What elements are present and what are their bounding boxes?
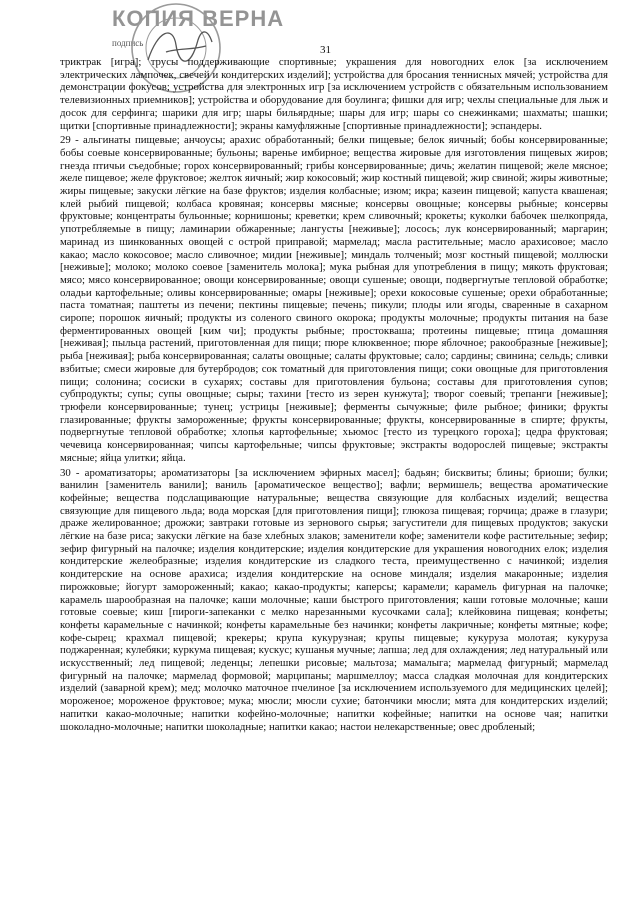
paragraph-class-28-end: триктрак [игра]; трусы поддерживающие спортивные; украшения для новогодних елок [за исключением электрических лампочек, свечей и кондитерских изделий]; устройства для бросания теннисных мячей; устройства для демонстрации фокусов; устройства для электронных игр [за исключением устройств с обязательным использованием телевизионных приемников]; устройства и оборудование для боулинга; фишки для игр; чехлы специальные для лыж и досок для серфинга; шарики для игр; шары бильярдные; шары для игр; шары со снежинками; шахматы; шашки; щитки [спортивные принадлежности]; экраны камуфляжные [спортивные принадлежности]; эспандеры. — [60, 56, 608, 132]
signature-caption: подпись — [112, 38, 144, 48]
paragraph-class-29: 29 - альгинаты пищевые; анчоусы; арахис обработанный; белки пищевые; белок яичный; бобы консервированные; бобы соевые консервированные; бульоны; варенье имбирное; вещества жировые для изготовления пищевых жиров; гнезда птичьи съедобные; горох консервированный; грибы консервированные; дичь; желатин пищевой; желе мясное; желе пищевое; желе фруктовое; желток яичный; жир кокосовый; жир костный пищевой; жир свиной; жиры животные; жиры пищевые; закуски лёгкие на базе фруктов; изделия колбасные; изюм; икра; казеин пищевой; капуста квашеная; клей рыбий пищевой; колбаса кровяная; консервы мясные; консервы овощные; консервы рыбные; консервы фруктовые; концентраты бульонные; корнишоны; креветки; крем сливочный; крокеты; куколки бабочек шелкопряда, употребляемые в пищу; ламинарии обжаренные; лангусты [неживые]; лосось; лук консервированный; маргарин; маринад из шинкованных овощей с острой приправой; мармелад; масла растительные; масло арахисовое; масло какао; масло кокосовое; масло сливочное; мидии [неживые]; миндаль толченый; мозг костный пищевой; моллюски [неживые]; молоко; молоко соевое [заменитель молока]; мука рыбная для употребления в пищу; мякоть фруктовая; мясо; мясо консервированное; овощи консервированные; овощи сушеные; овощи, подвергнутые тепловой обработке; оладьи картофельные; оливы консервированные; омары [неживые]; орехи кокосовые сушеные; орехи обработанные; паста томатная; паштеты из печени; пектины пищевые; печень; пикули; плоды или ягоды, сваренные в сахарном сиропе; порошок яичный; продукты из соленого свиного окорока; продукты молочные; продукты питания на базе ферментированных овощей [ким чи]; продукты рыбные; простокваша; протеины пищевые; птица домашняя [неживая]; пыльца растений, приготовленная для пищи; пюре клюквенное; пюре яблочное; ракообразные [неживые]; рыба [неживая]; рыба консервированная; салаты овощные; салаты фруктовые; сало; сардины; свинина; сельдь; сливки взбитые; смеси жировые для бутербродов; сок томатный для приготовления пищи; соки овощные для приготовления пищи; солонина; сосиски в сухарях; составы для приготовления бульона; составы для приготовления супов; субпродукты; супы; супы овощные; сыры; тахини [тесто из зерен кунжута]; творог соевый; трепанги [неживые]; трюфели консервированные; тунец; устрицы [неживые]; ферменты сычужные; филе рыбное; финики; фрукты глазированные; фрукты замороженные; фрукты консервированные; фрукты, консервированные в спирте; фрукты, подвергнутые тепловой обработке; хлопья картофельные; хьюмос [тесто из турецкого гороха]; цедра фруктовая; чечевица консервированная; чипсы картофельные; чипсы фруктовые; экстракты водорослей пищевые; экстракты мясные; яйца улитки; яйца. — [60, 134, 608, 464]
body-text — [60, 56, 608, 733]
page-number: 31 — [320, 44, 331, 56]
copy-stamp-text: КОПИЯ ВЕРНА — [112, 6, 285, 31]
paragraph-class-30: 30 - ароматизаторы; ароматизаторы [за исключением эфирных масел]; бадьян; бисквиты; блины; бриоши; булки; ванилин [заменитель ванили]; ваниль [ароматическое вещество]; вафли; вермишель; вещества ароматические кофейные; вещества подслащивающие натуральные; вещества связующие для колбасных изделий; вещества связующие для пищевого льда; вода морская [для приготовления пищи]; глюкоза пищевая; горчица; драже в глазури; драже желированное; дрожжи; завтраки готовые из зернового сырья; загустители для пищевых продуктов; закуски лёгкие на базе риса; закуски лёгкие на базе хлебных злаков; заменители кофе; заменители кофе растительные; зефир; зефир фигурный на палочке; изделия кондитерские; изделия кондитерские для украшения новогодних елок; изделия кондитерские желеобразные; изделия кондитерские из сладкого теста, преимущественно с начинкой; изделия кондитерские на основе арахиса; изделия кондитерские на основе миндаля; изделия макаронные; изделия пирожковые; йогурт замороженный; какао; какао-продукты; каперсы; карамели; карамель фигурная на палочке; карамель шарообразная на палочке; каши молочные; каши быстрого приготовления; каши готовые молочные; каши готовые соевые; киш [пироги-запеканки с мелко нарезанными кусочками сала]; клейковина пищевая; конфеты; конфеты карамельные с начинкой; конфеты карамельные без начинки; конфеты лакричные; конфеты мятные; кофе; кофе-сырец; крахмал пищевой; крекеры; крупа кукурузная; крупы пищевые; кукуруза молотая; кукуруза поджаренная; кулебяки; куркума пищевая; кускус; кушанья мучные; лапша; лед для охлаждения; лед натуральный или искусственный; лед пищевой; леденцы; лепешки рисовые; мальтоза; мамалыга; мармелад фигурный; мармелад фигурный на палочке; мармелад формовой; марципаны; маршмеллоу; масса сладкая молочная для кондитерских изделий (заварной крем); мед; молочко маточное пчелиное [за исключением используемого для медицинских целей]; мороженое; мороженое фруктовое; мука; мюсли; мюсли сухие; батончики мюсли; мята для кондитерских изделий; напитки какао-молочные; напитки кофейно-молочные; напитки кофейные; напитки на основе чая; напитки шоколадно-молочные; напитки шоколадные; напитки какао; настои нелекарственные; овес дробленый; — [60, 466, 608, 733]
